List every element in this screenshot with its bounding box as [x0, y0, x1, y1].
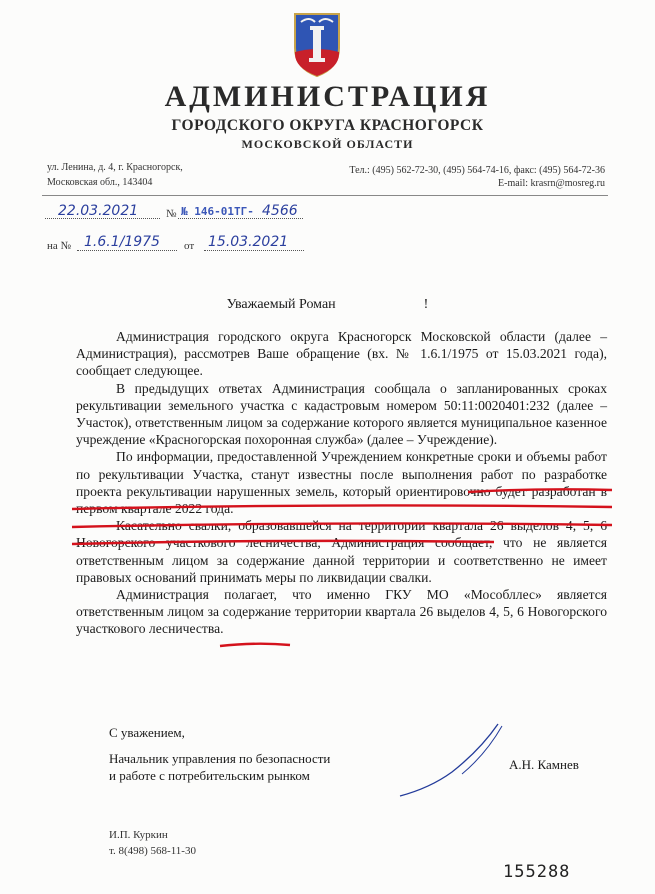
header-divider — [42, 195, 608, 196]
phone-numbers: Тел.: (495) 562-72-30, (495) 564-74-16, факс: (495) 564-72-36 — [349, 165, 605, 176]
letter-body — [76, 328, 607, 638]
greeting-suffix: ! — [423, 297, 429, 312]
reply-date: 15.03.2021 — [208, 234, 289, 250]
address-line-2: Московская обл., 143404 — [47, 177, 153, 188]
outgoing-number-handwritten: 4566 — [262, 203, 298, 219]
position-line-1: Начальник управления по безопасности — [109, 751, 331, 766]
organization-subtitle: ГОРОДСКОГО ОКРУГА КРАСНОГОРСК — [171, 117, 484, 134]
paragraph-4: Касательно свалки, образовавшейся на территории квартала 26 выделов 4, 5, 6 Новогорского участкового лесничества, Администрация сообщает, что не является ответственным лицом за содержание данной территории и соответственно не имеет правовых оснований принимать меры по ликвидации свалки. — [76, 518, 607, 585]
signer-name: А.Н. Камнев — [509, 757, 579, 772]
document-number: 155288 — [503, 862, 571, 882]
address-block — [47, 160, 183, 190]
reply-from-label: от — [184, 240, 195, 252]
executor-phone: т. 8(498) 568-11-30 — [109, 845, 196, 857]
reply-date-line — [204, 250, 304, 251]
paragraph-5: Администрация полагает, что именно ГКУ МО «Мособллес» является ответственным лицом за содержание территории квартала 26 выделов 4, 5, 6 Новогорского участкового лесничества. — [76, 587, 607, 637]
organization-title: АДМИНИСТРАЦИЯ — [164, 80, 491, 113]
underline-5 — [220, 644, 290, 646]
regards: С уважением, — [109, 725, 185, 740]
coat-of-arms-icon — [291, 8, 343, 78]
greeting-prefix: Уважаемый Роман — [226, 297, 336, 312]
outgoing-number-stamp: № 146-01ТГ- — [181, 205, 254, 218]
reply-number: 1.6.1/1975 — [84, 234, 160, 250]
paragraph-3: По информации, предоставленной Учреждением конкретные сроки и объемы работ по рекультивации Участка, станут известны после выполнения работ по разработке проекта рекультивации нарушенных земель, который ориентировочно будет разработан в первом квартале 2022 года. — [76, 449, 607, 517]
email: E-mail: krasrn@mosreg.ru — [498, 178, 605, 189]
greeting — [0, 297, 655, 313]
position-line-2: и работе с потребительским рынком — [109, 768, 310, 783]
outgoing-number-label: № — [166, 208, 177, 220]
executor-name: И.П. Куркин — [109, 829, 168, 841]
contacts-block — [349, 164, 605, 190]
executor-block — [109, 827, 196, 859]
paragraph-1: Администрация городского округа Красногорск Московской области (далее – Администрация), рассмотрев Ваше обращение (вх. № 1.6.1/1975 от 15.03.2021 года), сообщает следующее. — [76, 329, 607, 379]
paragraph-2: В предыдущих ответах Администрация сообщала о запланированных сроках рекультивации земельного участка с кадастровым номером 50:11:0020401:232 (далее – Участок), ответственным лицом за содержание которого является муниципальное казенное учреждение «Красногорская похоронная служба» (далее – Учреждение). — [76, 380, 607, 448]
reply-number-label: на № — [47, 240, 72, 252]
address-line-1: ул. Ленина, д. 4, г. Красногорск, — [47, 162, 183, 173]
closing-block — [109, 724, 330, 784]
outgoing-date: 22.03.2021 — [58, 203, 139, 219]
reply-number-line — [77, 250, 177, 251]
organization-region: МОСКОВСКОЙ ОБЛАСТИ — [241, 137, 414, 151]
signature-scribble-icon — [370, 720, 520, 800]
